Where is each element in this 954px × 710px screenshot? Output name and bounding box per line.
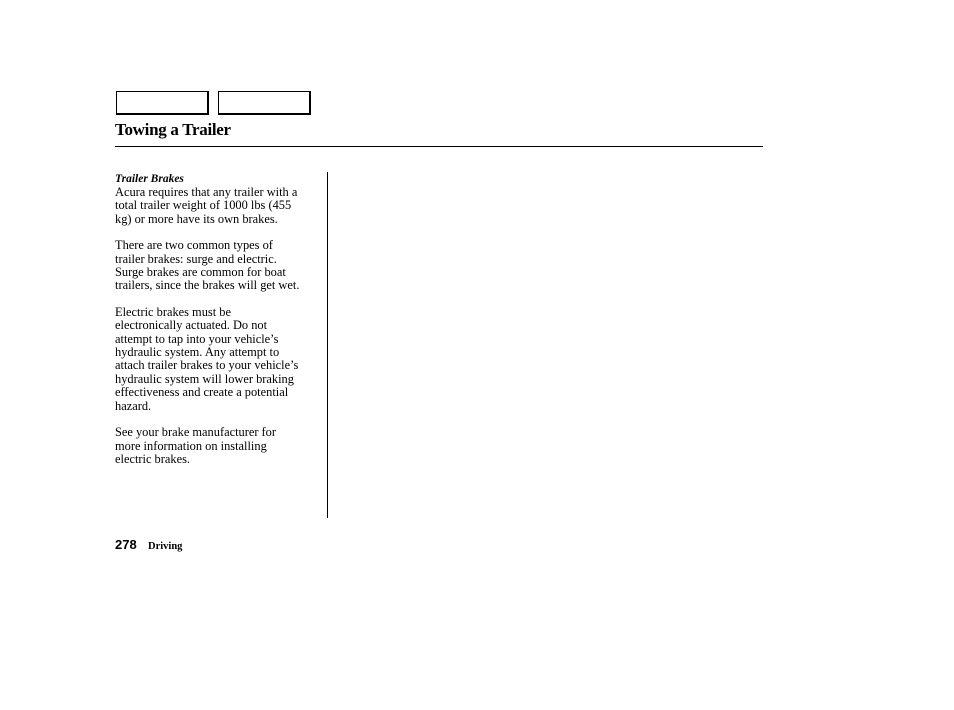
- page-title: Towing a Trailer: [115, 120, 231, 139]
- paragraph-line: electronically actuated. Do not: [115, 318, 268, 333]
- paragraph-line: See your brake manufacturer for: [115, 425, 276, 440]
- paragraph-line: Electric brakes must be: [115, 304, 231, 319]
- section-heading: Trailer Brakes: [115, 173, 184, 185]
- main-column: [115, 172, 323, 479]
- paragraph-line: hydraulic system. Any attempt to: [115, 345, 280, 360]
- nav-tab-box-1[interactable]: [116, 91, 209, 115]
- paragraph-brake-types: [115, 239, 323, 293]
- paragraph-line: trailer brakes: surge and electric.: [115, 251, 277, 266]
- paragraph-manufacturer-info: [115, 426, 323, 466]
- paragraph-electric-brakes: [115, 306, 323, 413]
- paragraph-line: more information on installing: [115, 438, 267, 453]
- paragraph-line: There are two common types of: [115, 238, 273, 253]
- paragraph-line: attach trailer brakes to your vehicle’s: [115, 358, 299, 373]
- column-divider: [327, 172, 328, 518]
- paragraph-line: hydraulic system will lower braking: [115, 371, 294, 386]
- paragraph-line: trailers, since the brakes will get wet.: [115, 278, 300, 293]
- paragraph-line: total trailer weight of 1000 lbs (455: [115, 198, 292, 213]
- footer-section-name: Driving: [148, 541, 183, 552]
- paragraph-line: hazard.: [115, 398, 152, 413]
- paragraph-line: attempt to tap into your vehicle’s: [115, 331, 279, 346]
- paragraph-brake-requirement: [115, 186, 323, 226]
- paragraph-line: Acura requires that any trailer with a: [115, 185, 298, 199]
- title-divider: [115, 146, 763, 147]
- page-number: 278: [115, 537, 137, 552]
- nav-tab-box-2[interactable]: [218, 91, 311, 115]
- paragraph-line: effectiveness and create a potential: [115, 385, 289, 400]
- paragraph-line: electric brakes.: [115, 451, 190, 466]
- paragraph-line: kg) or more have its own brakes.: [115, 211, 278, 226]
- paragraph-line: Surge brakes are common for boat: [115, 265, 286, 280]
